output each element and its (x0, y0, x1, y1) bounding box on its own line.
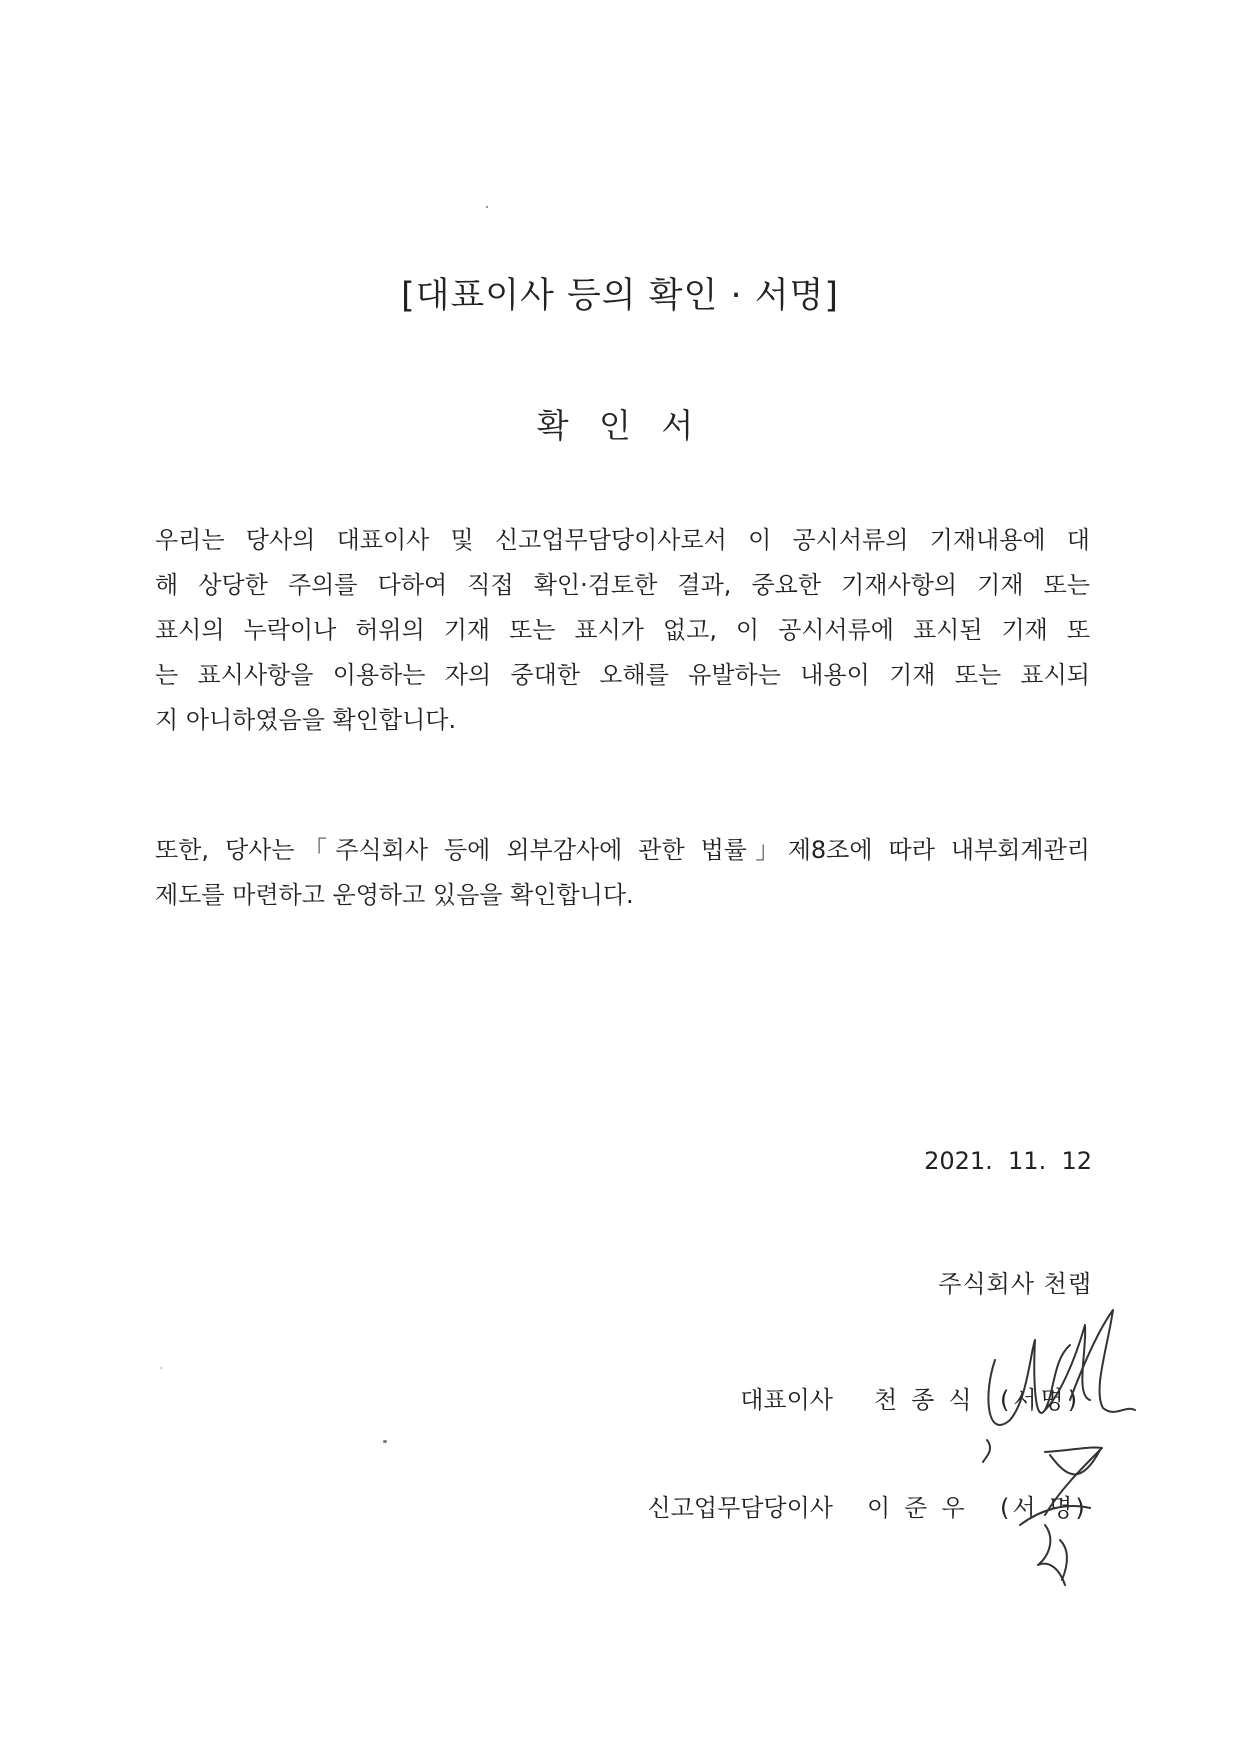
scan-speck (486, 206, 488, 208)
paragraph-line: 표시의 누락이나 허위의 기재 또는 표시가 없고, 이 공시서류에 표시된 기재 또 (155, 616, 1090, 644)
company-name: 주식회사 천랩 (938, 1270, 1092, 1298)
document-date: 2021. 11. 12 (924, 1147, 1092, 1175)
handwritten-signature-disclosure-officer (990, 1430, 1140, 1590)
signature-mark-label: (서 명) (1000, 1494, 1088, 1522)
signatory-name: 이준우 (867, 1494, 979, 1522)
scan-speck (160, 1367, 162, 1369)
signatory-name: 천종식 (874, 1386, 986, 1414)
signatory-role: 신고업무담당이사 (647, 1494, 833, 1522)
document-heading: 확 인 서 (536, 406, 704, 445)
section-title: [대표이사 등의 확인 · 서명] (400, 276, 840, 316)
signatory-role: 대표이사 (740, 1386, 833, 1414)
paragraph-line: 우리는 당사의 대표이사 및 신고업무담당이사로서 이 공시서류의 기재내용에 대 (155, 526, 1090, 554)
paragraph-line: 제도를 마련하고 운영하고 있음을 확인합니다. (155, 881, 634, 909)
paragraph-line: 해 상당한 주의를 다하여 직접 확인·검토한 결과, 중요한 기재사항의 기재 또는 (155, 571, 1090, 599)
signature-mark-label: (서명) (1000, 1386, 1082, 1414)
paragraph-line: 지 아니하였음을 확인합니다. (155, 706, 457, 734)
confirmation-paragraph (155, 518, 1090, 743)
paragraph-line: 또한, 당사는「주식회사 등에 외부감사에 관한 법률」제8조에 따라 내부회계관리 (155, 836, 1090, 864)
internal-control-paragraph (155, 828, 1090, 918)
paragraph-line: 는 표시사항을 이용하는 자의 중대한 오해를 유발하는 내용이 기재 또는 표시되 (155, 661, 1090, 689)
scan-speck (383, 1440, 387, 1443)
